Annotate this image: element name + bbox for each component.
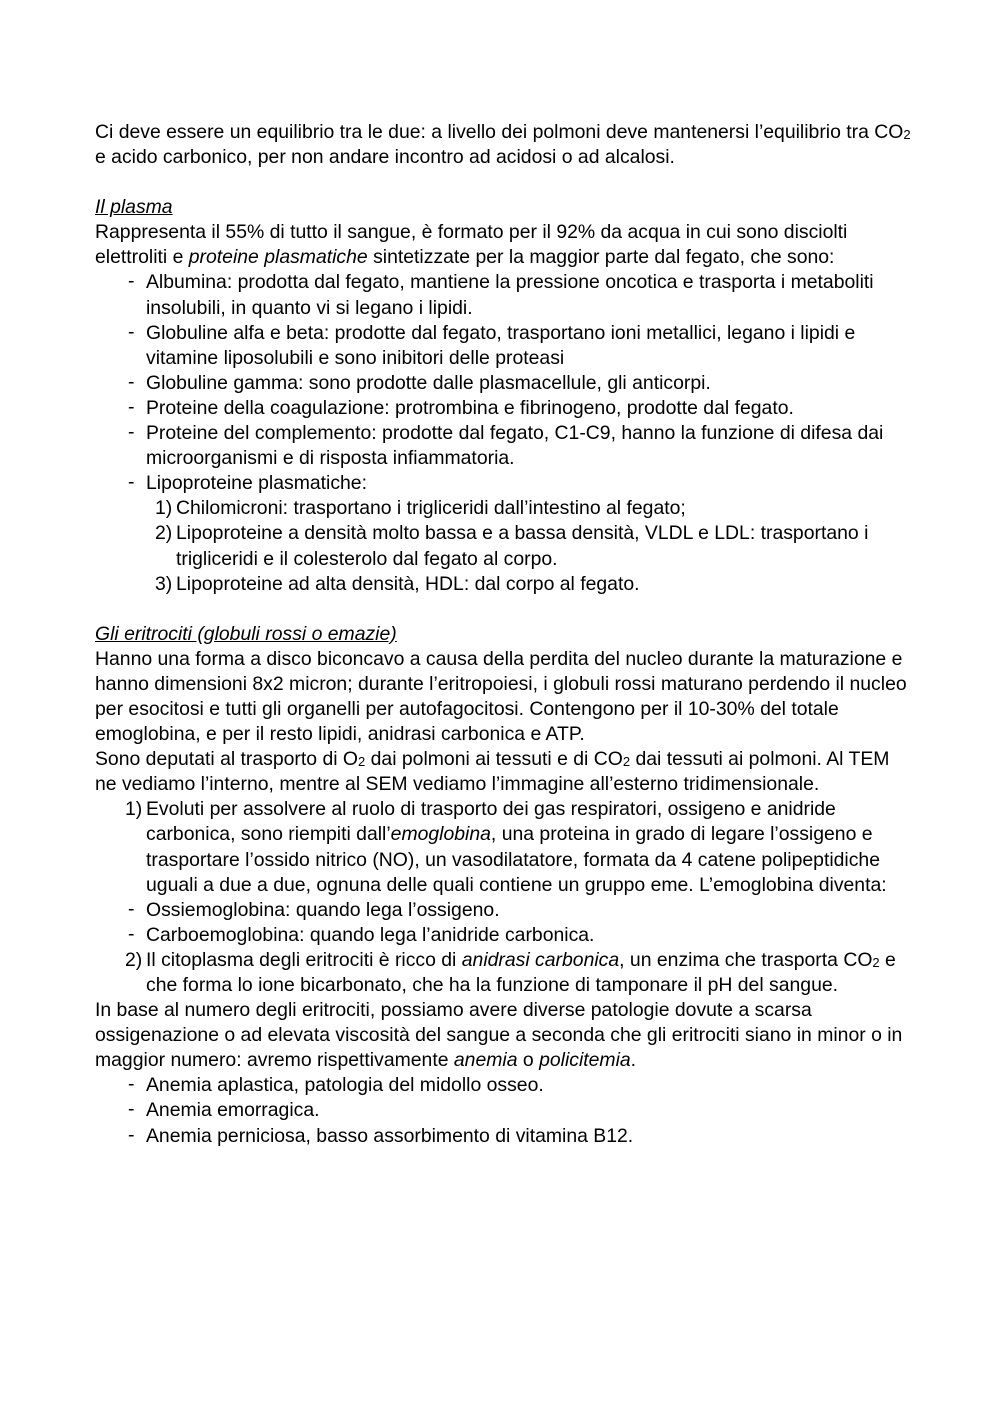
list-item: - Globuline alfa e beta: prodotte dal fegato, trasportano ioni metallici, legano i lipidi e vitamine liposolubili e sono inibitori delle proteasi — [95, 321, 915, 371]
list-item: - Anemia emorragica. — [95, 1098, 915, 1123]
list-item: - Proteine della coagulazione: protrombina e fibrinogeno, prodotte dal fegato. — [95, 396, 915, 421]
list-item: - Globuline gamma: sono prodotte dalle plasmacellule, gli anticorpi. — [95, 371, 915, 396]
list-item: - Ossiemoglobina: quando lega l’ossigeno. — [95, 898, 915, 923]
list-item: - Anemia aplastica, patologia del midollo osseo. — [95, 1073, 915, 1098]
page-body — [95, 120, 915, 1149]
intro-paragraph: Ci deve essere un equilibrio tra le due: a livello dei polmoni deve mantenersi l’equilibrio tra $CO_2$ e acido carbonico, per non andare incontro ad acidosi o ad alcalosi. — [95, 121, 911, 169]
numbered-item: 2) Il citoplasma degli eritrociti è ricco di anidrasi carbonica, un enzima che trasporta $CO_2$ e che forma lo ione bicarbonato, che ha la funzione di tamponare il pH del sangue. — [125, 948, 896, 996]
numbered-item: 1) Evoluti per assolvere al ruolo di trasporto dei gas respiratori, ossigeno e anidride carbonica, sono riempiti dall’emoglobina, una proteina in grado di legare l’ossigeno e trasportare l’ossido nitrico (NO), un vasodilatatore, formata da 4 catene polipeptidiche uguali a due a due, ognuna delle quali contiene un gruppo eme. L’emoglobina diventa: — [125, 798, 887, 896]
list-item: - Albumina: prodotta dal fegato, mantiene la pressione oncotica e trasporta i metaboliti insolubili, in quanto vi si legano i lipidi. — [95, 270, 915, 320]
plasma-paragraph: Rappresenta il 55% di tutto il sangue, è formato per il 92% da acqua in cui sono disciolti elettroliti e proteine plasmatiche sintetizzate per la maggior parte dal fegato, che sono: — [95, 221, 848, 269]
list-item: - Lipoproteine plasmatiche: — [95, 471, 915, 496]
list-item: - Anemia perniciosa, basso assorbimento di vitamina B12. — [95, 1124, 915, 1149]
eritrociti-paragraph: Hanno una forma a disco biconcavo a causa della perdita del nucleo durante la maturazione e hanno dimensioni 8x2 micron; durante l’eritropoiesi, i globuli rossi maturano perdendo il nucleo per esocitosi e tutti gli organelli per autofagocitosi. Contengono per il 10-30% del totale emoglobina, e per il resto lipidi, anidrasi carbonica e ATP. — [95, 647, 907, 746]
section-heading-plasma: Il plasma — [95, 196, 173, 219]
numbered-item: 3) Lipoproteine ad alta densità, HDL: dal corpo al fegato. — [155, 572, 640, 595]
eritrociti-transport-paragraph: Sono deputati al trasporto di $O_2$ dai polmoni ai tessuti e di $CO_2$ dai tessuti ai polmoni. Al TEM ne vediamo l’interno, mentre al SEM vediamo l’immagine all’esterno tridimensionale. — [95, 748, 890, 796]
patologie-paragraph: In base al numero degli eritrociti, possiamo avere diverse patologie dovute a scarsa ossigenazione o ad elevata viscosità del sangue a seconda che gli eritrociti siano in minor o in maggior numero: avremo rispettivamente anemia o policitemia. — [95, 999, 903, 1072]
section-heading-eritrociti: Gli eritrociti (globuli rossi o emazie) — [95, 622, 397, 645]
list-item: - Carboemoglobina: quando lega l’anidride carbonica. — [95, 923, 915, 948]
list-item: - Proteine del complemento: prodotte dal fegato, C1-C9, hanno la funzione di difesa dai microorganismi e di risposta infiammatoria. — [95, 421, 915, 471]
numbered-item: 1) Chilomicroni: trasportano i trigliceridi dall’intestino al fegato; — [155, 497, 686, 520]
numbered-item: 2) Lipoproteine a densità molto bassa e a bassa densità, VLDL e LDL: trasportano i trigliceridi e il colesterolo dal fegato al corpo. — [155, 522, 869, 570]
